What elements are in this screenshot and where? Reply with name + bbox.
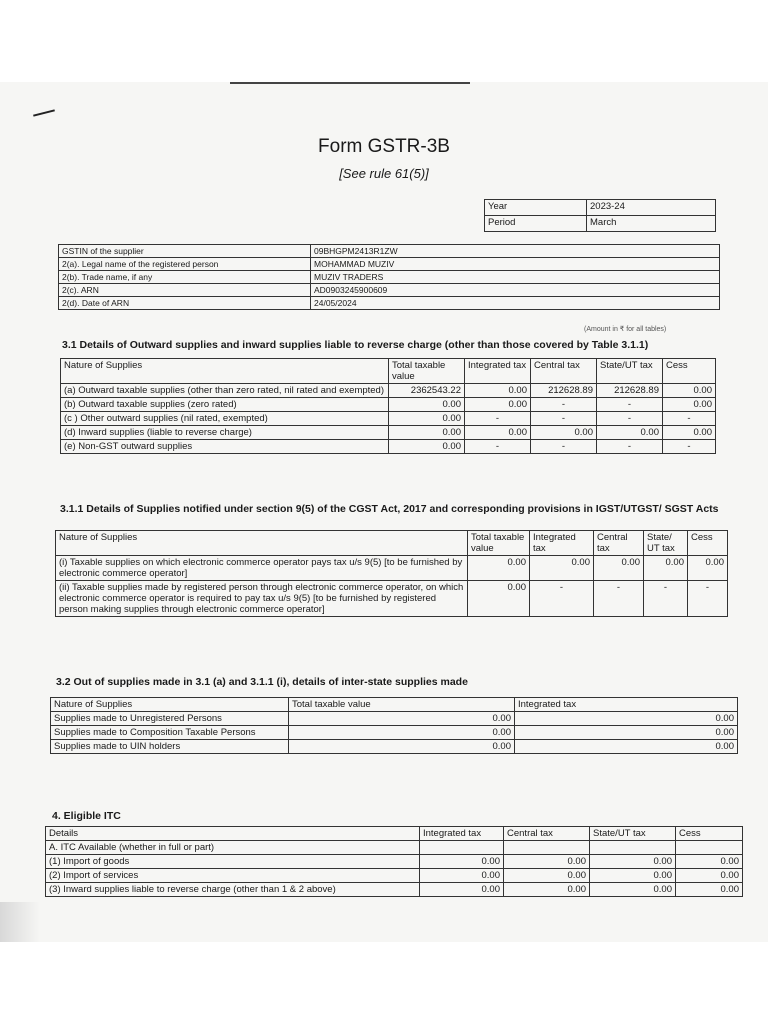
value-cell: 0.00	[644, 556, 688, 581]
table-3-1	[60, 358, 716, 454]
column-header: Integrated tax	[465, 359, 531, 384]
column-header: Central tax	[531, 359, 597, 384]
section-3-2-heading: 3.2 Out of supplies made in 3.1 (a) and 3.1.1 (i), details of inter-state supplies made	[56, 676, 468, 688]
nature-cell: Supplies made to UIN holders	[51, 740, 289, 754]
column-header: Details	[46, 827, 420, 841]
table-row	[51, 726, 738, 740]
column-header: Central tax	[594, 531, 644, 556]
column-header: Total taxable value	[289, 698, 515, 712]
column-header: Cess	[688, 531, 728, 556]
empty-cell	[420, 841, 504, 855]
table-row	[46, 841, 743, 855]
nature-cell: (a) Outward taxable supplies (other than zero rated, nil rated and exempted)	[61, 384, 389, 398]
value-cell: 2362543.22	[389, 384, 465, 398]
value-cell: 0.00	[590, 883, 676, 897]
table-row	[59, 271, 720, 284]
value-cell: 0.00	[289, 712, 515, 726]
table-3-1-1	[55, 530, 728, 617]
column-header: Integrated tax	[420, 827, 504, 841]
year-value: 2023-24	[587, 200, 716, 216]
value-cell: 0.00	[590, 855, 676, 869]
value-cell: -	[465, 440, 531, 454]
table-row	[61, 412, 716, 426]
value-cell: 0.00	[289, 726, 515, 740]
table-row	[46, 855, 743, 869]
section-3-1-heading: 3.1 Details of Outward supplies and inward supplies liable to reverse charge (other than those covered by Table 3.1.1)	[62, 339, 649, 351]
details-cell: (2) Import of services	[46, 869, 420, 883]
value-cell: 0.00	[389, 398, 465, 412]
period-label: Period	[485, 216, 587, 232]
value-cell: 0.00	[676, 869, 743, 883]
value-cell: -	[531, 412, 597, 426]
nature-cell: (i) Taxable supplies on which electronic commerce operator pays tax u/s 9(5) [to be furnished by electronic commerce operator]	[56, 556, 468, 581]
value-cell: 0.00	[289, 740, 515, 754]
value-cell: 0.00	[468, 581, 530, 617]
supplier-value: 09BHGPM2413R1ZW	[311, 245, 720, 258]
value-cell: 0.00	[663, 384, 716, 398]
table-row	[51, 740, 738, 754]
table-header-row	[51, 698, 738, 712]
table-row	[56, 556, 728, 581]
value-cell: 0.00	[504, 855, 590, 869]
value-cell: -	[688, 581, 728, 617]
value-cell: -	[597, 398, 663, 412]
amount-note: (Amount in ₹ for all tables)	[584, 326, 667, 333]
column-header: Cess	[676, 827, 743, 841]
supplier-value: MUZIV TRADERS	[311, 271, 720, 284]
value-cell: -	[465, 412, 531, 426]
value-cell: 0.00	[465, 398, 531, 412]
supplier-value: 24/05/2024	[311, 297, 720, 310]
value-cell: 0.00	[515, 712, 738, 726]
section-4-heading: 4. Eligible ITC	[52, 810, 121, 822]
table-row	[61, 384, 716, 398]
value-cell: 0.00	[663, 426, 716, 440]
table-row	[59, 245, 720, 258]
nature-cell: (b) Outward taxable supplies (zero rated)	[61, 398, 389, 412]
form-subtitle: [See rule 61(5)]	[339, 166, 429, 181]
column-header: Nature of Supplies	[56, 531, 468, 556]
nature-cell: Supplies made to Composition Taxable Persons	[51, 726, 289, 740]
table-header-row	[56, 531, 728, 556]
supplier-label: 2(b). Trade name, if any	[59, 271, 311, 284]
details-cell: (3) Inward supplies liable to reverse charge (other than 1 & 2 above)	[46, 883, 420, 897]
value-cell: 0.00	[530, 556, 594, 581]
value-cell: 0.00	[663, 398, 716, 412]
form-title: Form GSTR-3B	[318, 136, 450, 157]
column-header: Cess	[663, 359, 716, 384]
empty-cell	[504, 841, 590, 855]
value-cell: 0.00	[389, 412, 465, 426]
nature-cell: (d) Inward supplies (liable to reverse charge)	[61, 426, 389, 440]
value-cell: -	[597, 440, 663, 454]
value-cell: 0.00	[504, 869, 590, 883]
period-value: March	[587, 216, 716, 232]
table-row	[59, 258, 720, 271]
value-cell: 0.00	[676, 855, 743, 869]
nature-cell: (ii) Taxable supplies made by registered person through electronic commerce operator, on which electronic commerce operator is required to pay tax u/s 9(5) [to be furnished by registered person making supplies through electronic commerce operator]	[56, 581, 468, 617]
scan-edge-line	[230, 82, 470, 84]
supplier-label: 2(c). ARN	[59, 284, 311, 297]
table-header-row	[46, 827, 743, 841]
value-cell: 0.00	[594, 556, 644, 581]
value-cell: -	[531, 398, 597, 412]
nature-cell: Supplies made to Unregistered Persons	[51, 712, 289, 726]
value-cell: -	[530, 581, 594, 617]
page-shadow	[0, 902, 40, 942]
value-cell: 0.00	[515, 740, 738, 754]
value-cell: -	[531, 440, 597, 454]
table-row	[46, 883, 743, 897]
value-cell: 0.00	[420, 869, 504, 883]
value-cell: 212628.89	[597, 384, 663, 398]
value-cell: -	[594, 581, 644, 617]
supplier-value: AD0903245900609	[311, 284, 720, 297]
value-cell: 0.00	[590, 869, 676, 883]
value-cell: 0.00	[504, 883, 590, 897]
value-cell: -	[663, 412, 716, 426]
column-header: Nature of Supplies	[61, 359, 389, 384]
value-cell: 0.00	[676, 883, 743, 897]
table-row	[485, 216, 716, 232]
value-cell: 0.00	[688, 556, 728, 581]
column-header: State/ UT tax	[644, 531, 688, 556]
value-cell: 0.00	[465, 384, 531, 398]
empty-cell	[590, 841, 676, 855]
year-label: Year	[485, 200, 587, 216]
table-row	[61, 398, 716, 412]
column-header: Integrated tax	[515, 698, 738, 712]
nature-cell: (c ) Other outward supplies (nil rated, exempted)	[61, 412, 389, 426]
empty-cell	[676, 841, 743, 855]
value-cell: 0.00	[389, 426, 465, 440]
value-cell: 0.00	[515, 726, 738, 740]
value-cell: 0.00	[468, 556, 530, 581]
details-cell: (1) Import of goods	[46, 855, 420, 869]
table-row	[51, 712, 738, 726]
column-header: Integrated tax	[530, 531, 594, 556]
supplier-label: 2(d). Date of ARN	[59, 297, 311, 310]
table-row	[485, 200, 716, 216]
section-3-1-1-heading: 3.1.1 Details of Supplies notified under section 9(5) of the CGST Act, 2017 and corresponding provisions in IGST/UTGST/ SGST Acts	[60, 503, 719, 515]
table-row	[59, 297, 720, 310]
column-header: Central tax	[504, 827, 590, 841]
table-row	[56, 581, 728, 617]
value-cell: 0.00	[420, 883, 504, 897]
table-header-row	[61, 359, 716, 384]
value-cell: -	[644, 581, 688, 617]
column-header: Nature of Supplies	[51, 698, 289, 712]
value-cell: 212628.89	[531, 384, 597, 398]
value-cell: 0.00	[420, 855, 504, 869]
value-cell: 0.00	[531, 426, 597, 440]
table-3-2	[50, 697, 738, 754]
table-row	[61, 426, 716, 440]
supplier-value: MOHAMMAD MUZIV	[311, 258, 720, 271]
table-row	[46, 869, 743, 883]
value-cell: 0.00	[389, 440, 465, 454]
supplier-label: 2(a). Legal name of the registered person	[59, 258, 311, 271]
table-row	[59, 284, 720, 297]
value-cell: 0.00	[465, 426, 531, 440]
table-4	[45, 826, 743, 897]
supplier-details-table	[58, 244, 720, 310]
value-cell: -	[663, 440, 716, 454]
value-cell: -	[597, 412, 663, 426]
column-header: Total taxable value	[468, 531, 530, 556]
year-period-table	[484, 199, 716, 232]
subheader-cell: A. ITC Available (whether in full or part)	[46, 841, 420, 855]
column-header: State/UT tax	[590, 827, 676, 841]
value-cell: 0.00	[597, 426, 663, 440]
supplier-label: GSTIN of the supplier	[59, 245, 311, 258]
table-row	[61, 440, 716, 454]
nature-cell: (e) Non-GST outward supplies	[61, 440, 389, 454]
column-header: Total taxable value	[389, 359, 465, 384]
column-header: State/UT tax	[597, 359, 663, 384]
